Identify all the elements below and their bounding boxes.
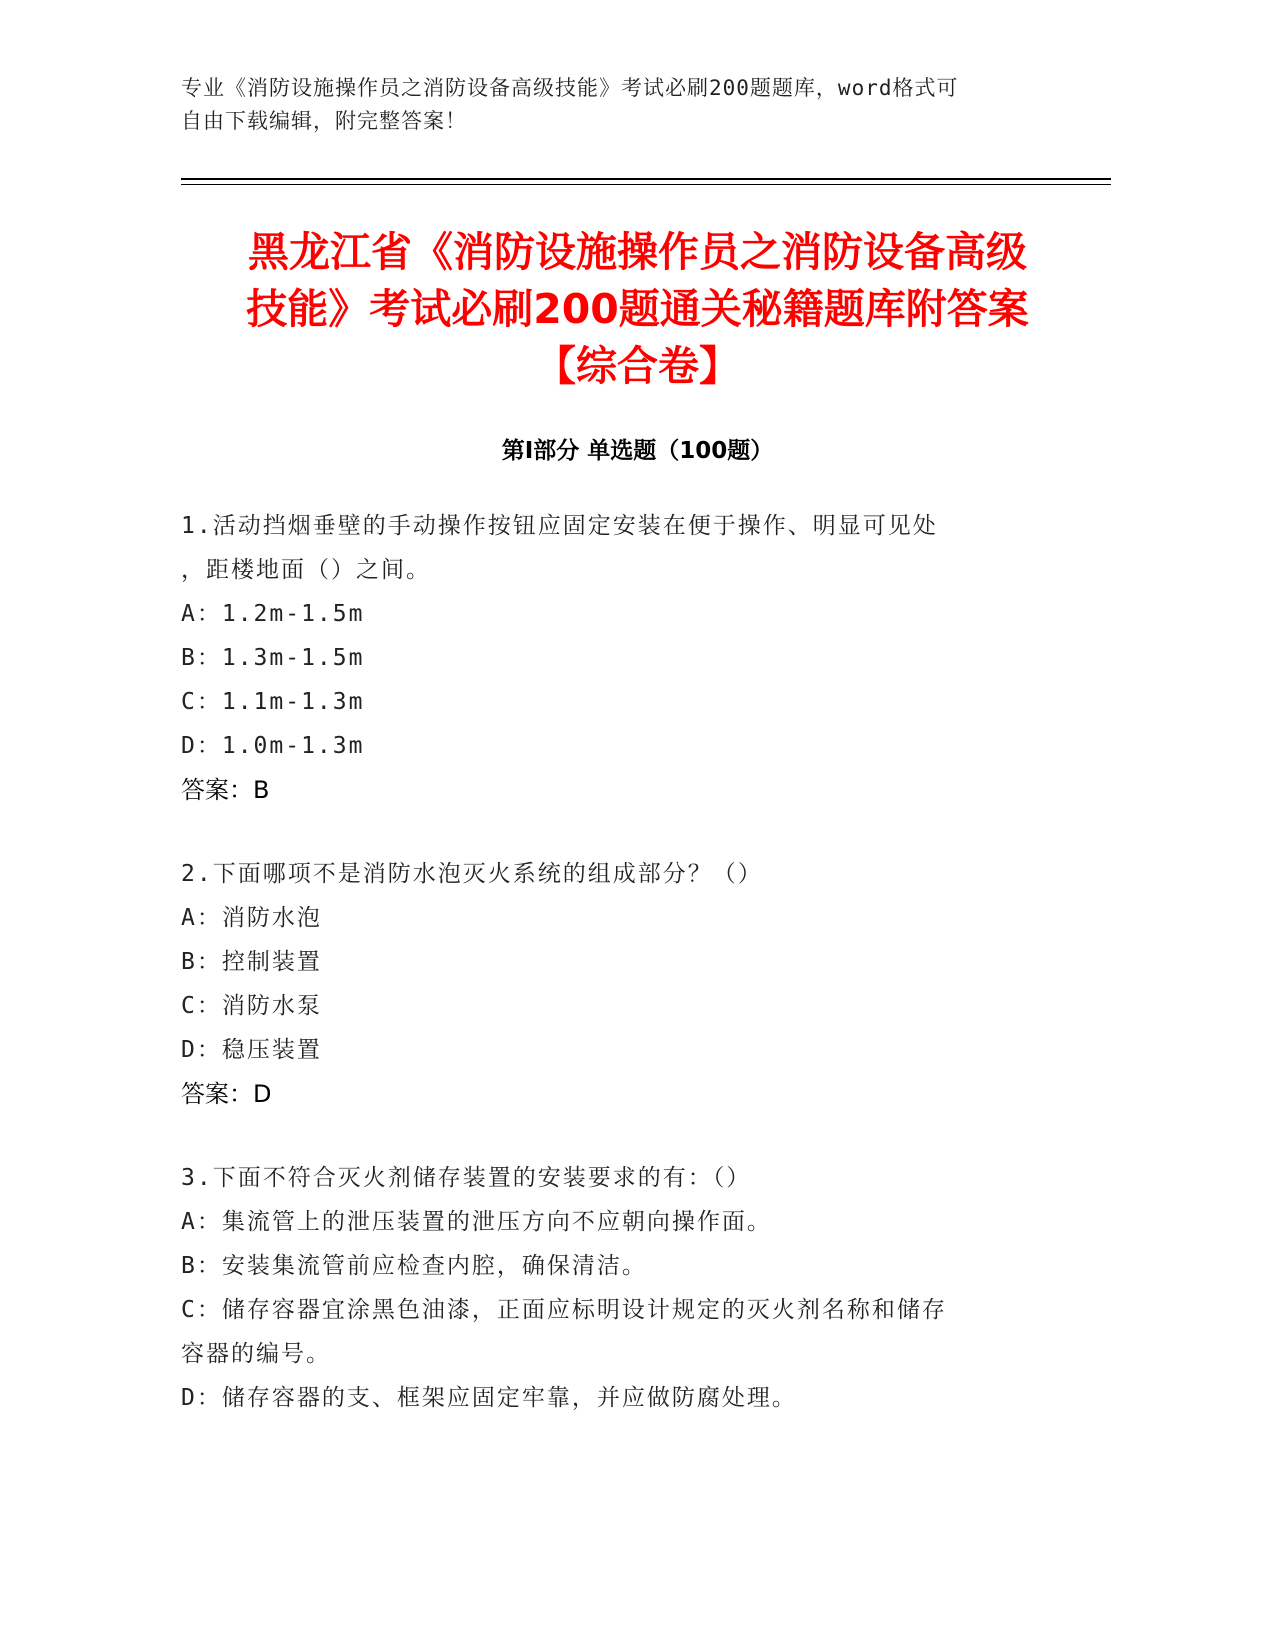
answer-line: 答案：B bbox=[181, 776, 270, 804]
option-c: C：1.1m-1.3m bbox=[181, 689, 365, 715]
header-note bbox=[181, 72, 1041, 138]
question-1 bbox=[181, 504, 1081, 812]
option-a: A：集流管上的泄压装置的泄压方向不应朝向操作面。 bbox=[181, 1209, 772, 1235]
section-heading: 第Ⅰ部分 单选题（100题） bbox=[501, 438, 774, 464]
question-stem: 2.下面哪项不是消防水泡灭火系统的组成部分？（） bbox=[181, 861, 763, 887]
question-3 bbox=[181, 1156, 1081, 1420]
document-title-line-2: 技能》考试必刷200题通关秘籍题库附答案 bbox=[246, 285, 1029, 333]
question-2 bbox=[181, 852, 1081, 1116]
document-title bbox=[150, 224, 1125, 395]
header-note-line-2: 自由下载编辑，附完整答案！ bbox=[181, 109, 467, 133]
header-divider-thick bbox=[181, 178, 1111, 180]
answer-line: 答案：D bbox=[181, 1080, 272, 1108]
option-a: A：1.2m-1.5m bbox=[181, 601, 365, 627]
header-note-line-1: 专业《消防设施操作员之消防设备高级技能》考试必刷200题题库，word格式可 bbox=[181, 76, 959, 100]
option-c: C：消防水泵 bbox=[181, 993, 322, 1019]
question-stem: 3.下面不符合灭火剂储存装置的安装要求的有：（） bbox=[181, 1165, 752, 1191]
document-title-line-1: 黑龙江省《消防设施操作员之消防设备高级 bbox=[248, 228, 1027, 276]
header-divider-thin bbox=[181, 184, 1111, 185]
question-stem: ，距楼地面（）之间。 bbox=[181, 557, 431, 583]
option-a: A：消防水泡 bbox=[181, 905, 322, 931]
option-b: B：1.3m-1.5m bbox=[181, 645, 365, 671]
option-b: B：安装集流管前应检查内腔，确保清洁。 bbox=[181, 1253, 647, 1279]
document-title-line-3: 【综合卷】 bbox=[535, 342, 740, 390]
question-stem: 1.活动挡烟垂壁的手动操作按钮应固定安装在便于操作、明显可见处 bbox=[181, 513, 938, 539]
option-d: D：储存容器的支、框架应固定牢靠，并应做防腐处理。 bbox=[181, 1385, 797, 1411]
option-d: D：1.0m-1.3m bbox=[181, 733, 365, 759]
option-c: C：储存容器宜涂黑色油漆，正面应标明设计规定的灭火剂名称和储存 bbox=[181, 1297, 947, 1323]
option-b: B：控制装置 bbox=[181, 949, 322, 975]
option-c-continued: 容器的编号。 bbox=[181, 1341, 331, 1367]
option-d: D：稳压装置 bbox=[181, 1037, 322, 1063]
